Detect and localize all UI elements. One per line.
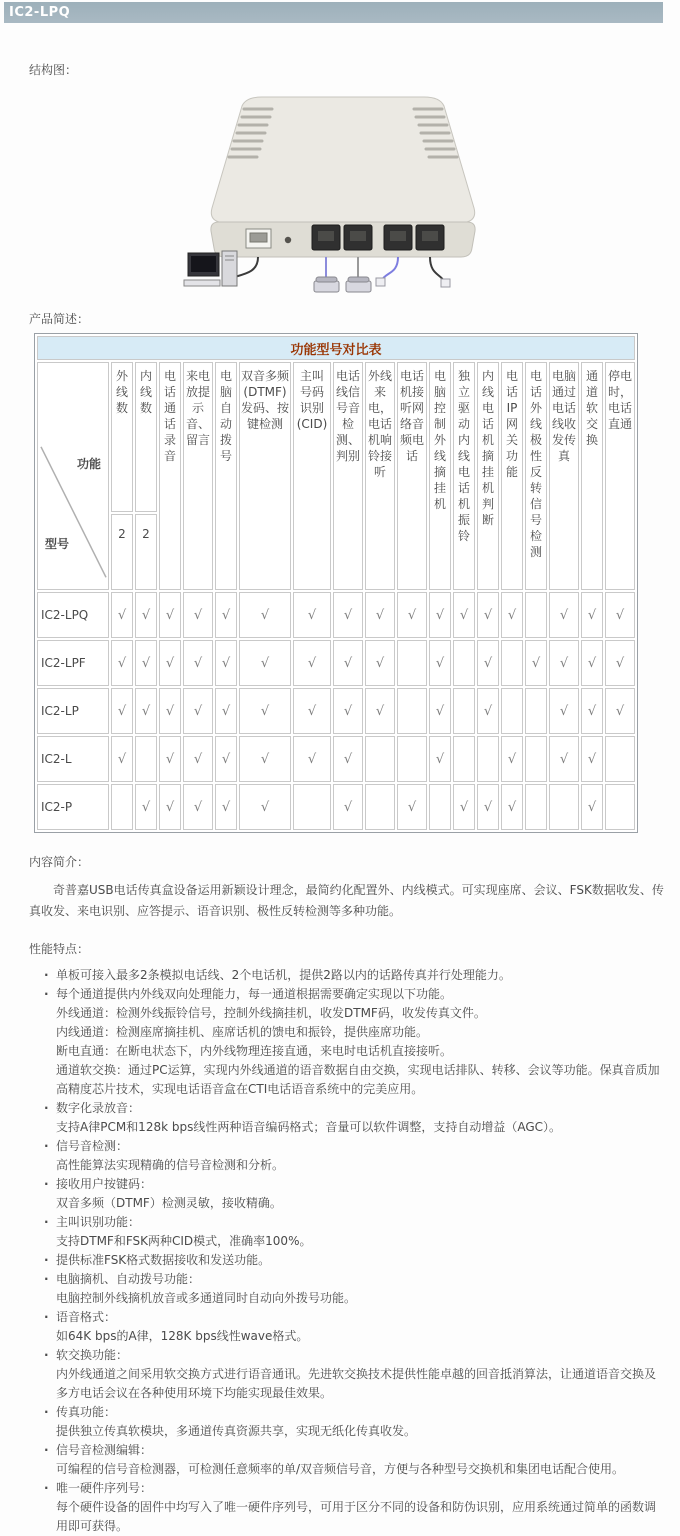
check-cell: √ — [333, 592, 363, 638]
check-cell: √ — [239, 592, 291, 638]
check-cell: √ — [159, 736, 181, 782]
column-header-2: 内线数 — [135, 362, 157, 512]
check-cell: √ — [183, 688, 213, 734]
corner-label-model: 型号 — [45, 537, 70, 551]
feature-item — [29, 1479, 666, 1536]
intro-section-label: 内容简介： — [29, 855, 90, 869]
telephone-icon-1 — [314, 277, 339, 292]
check-cell: √ — [581, 592, 603, 638]
feature-title: · 主叫识别功能： — [29, 1213, 666, 1232]
column-header-4: 来电放提示音、留言 — [183, 362, 213, 590]
check-cell: √ — [239, 784, 291, 830]
column-header-9: 外线来电，电话机响铃接听 — [365, 362, 395, 590]
column-header-8: 电话线信号音检测、判别 — [333, 362, 363, 590]
empty-cell — [453, 736, 475, 782]
empty-cell — [525, 592, 547, 638]
empty-cell — [477, 736, 499, 782]
check-cell: √ — [239, 640, 291, 686]
check-cell: √ — [333, 688, 363, 734]
check-cell: √ — [215, 592, 237, 638]
check-cell: √ — [477, 784, 499, 830]
check-cell: √ — [183, 592, 213, 638]
check-cell: √ — [159, 640, 181, 686]
check-cell: √ — [453, 592, 475, 638]
check-cell: √ — [135, 640, 157, 686]
empty-cell — [397, 688, 427, 734]
feature-detail: 断电直通：在断电状态下，内外线物理连接直通，来电时电话机直接接听。 — [56, 1044, 453, 1058]
feature-detail: 电脑控制外线摘机放音或多通道同时自动向外拨号功能。 — [56, 1291, 357, 1305]
table-title: 功能型号对比表 — [37, 336, 635, 360]
column-header-12: 独立驱动内线电话机振铃 — [453, 362, 475, 590]
table-corner-cell — [37, 362, 109, 590]
model-name-cell: IC2-LPF — [37, 640, 109, 686]
feature-title: · 数字化录放音： — [29, 1099, 666, 1118]
empty-cell — [453, 640, 475, 686]
check-cell: √ — [581, 736, 603, 782]
check-cell: √ — [429, 736, 451, 782]
check-cell: √ — [397, 592, 427, 638]
empty-cell — [525, 688, 547, 734]
check-cell: √ — [429, 640, 451, 686]
check-cell: √ — [549, 688, 579, 734]
check-cell: √ — [477, 640, 499, 686]
check-cell: √ — [365, 688, 395, 734]
feature-detail: 双音多频（DTMF）检测灵敏，接收精确。 — [56, 1196, 282, 1210]
empty-cell — [135, 736, 157, 782]
feature-detail: 可编程的信号音检测器，可检测任意频率的单/双音频信号音，方便与各种型号交换机和集团电话配合使用。 — [56, 1462, 625, 1476]
check-cell: √ — [333, 640, 363, 686]
empty-cell — [397, 736, 427, 782]
feature-title: · 电脑摘机、自动拨号功能： — [29, 1270, 666, 1289]
check-cell: √ — [605, 592, 635, 638]
table-header-row — [37, 362, 635, 512]
column-header-1: 外线数 — [111, 362, 133, 512]
check-cell: √ — [183, 640, 213, 686]
check-cell: √ — [581, 784, 603, 830]
column-header-6: 双音多频(DTMF)发码、按键检测 — [239, 362, 291, 590]
model-row — [37, 688, 635, 734]
feature-detail: 支持DTMF和FSK两种CID模式，准确率100%。 — [56, 1234, 312, 1248]
empty-cell — [501, 640, 523, 686]
features-section-label: 性能特点： — [29, 942, 90, 956]
column-header-7: 主叫号码识别(CID) — [293, 362, 331, 590]
check-cell: √ — [159, 592, 181, 638]
empty-cell — [429, 784, 451, 830]
check-cell: √ — [501, 592, 523, 638]
check-cell: √ — [215, 640, 237, 686]
feature-title: · 信号音检测编辑： — [29, 1441, 666, 1460]
feature-item — [29, 966, 666, 985]
reset-hole-icon — [285, 237, 291, 243]
feature-detail: 外线通道：检测外线振铃信号，控制外线摘挂机，收发DTMF码，收发传真文件。 — [56, 1006, 486, 1020]
check-cell: √ — [549, 640, 579, 686]
empty-cell — [605, 736, 635, 782]
empty-cell — [293, 784, 331, 830]
page-title: IC2-LPQ — [9, 5, 71, 20]
page-header — [4, 2, 663, 23]
check-cell: √ — [159, 784, 181, 830]
check-cell: √ — [135, 784, 157, 830]
structure-section-label: 结构图： — [29, 63, 78, 77]
feature-item — [29, 985, 666, 1099]
column-header-13: 内线电话机摘挂机判断 — [477, 362, 499, 590]
usb-port-icon — [246, 229, 271, 248]
feature-detail: 每个硬件设备的固件中均写入了唯一硬件序列号，可用于区分不同的设备和防伪识别，应用系统通过简单的函数调用即可获得。 — [56, 1500, 657, 1533]
check-cell: √ — [549, 736, 579, 782]
check-cell: √ — [429, 592, 451, 638]
check-cell: √ — [111, 640, 133, 686]
check-cell: √ — [477, 592, 499, 638]
check-cell: √ — [581, 688, 603, 734]
model-name-cell: IC2-LP — [37, 688, 109, 734]
column-value-1: 2 — [111, 514, 133, 590]
model-row — [37, 784, 635, 830]
column-header-17: 通道软交换 — [581, 362, 603, 590]
empty-cell — [453, 688, 475, 734]
model-name-cell: IC2-L — [37, 736, 109, 782]
empty-cell — [501, 688, 523, 734]
column-header-15: 电话外线极性反转信号检测 — [525, 362, 547, 590]
feature-item — [29, 1175, 666, 1213]
check-cell: √ — [111, 736, 133, 782]
table-title-row — [37, 336, 635, 360]
feature-item — [29, 1270, 666, 1308]
empty-cell — [111, 784, 133, 830]
check-cell: √ — [581, 640, 603, 686]
check-cell: √ — [293, 688, 331, 734]
feature-item — [29, 1308, 666, 1346]
line-plug-icon-1 — [376, 278, 385, 286]
feature-title: · 提供标准FSK格式数据接收和发送功能。 — [29, 1251, 666, 1270]
features-list — [29, 966, 666, 1536]
feature-detail: 提供独立传真软模块，多通道传真资源共享，实现无纸化传真收发。 — [56, 1424, 417, 1438]
check-cell: √ — [605, 688, 635, 734]
column-header-5: 电脑自动拨号 — [215, 362, 237, 590]
check-cell: √ — [549, 592, 579, 638]
corner-label-function: 功能 — [76, 457, 101, 471]
feature-item — [29, 1099, 666, 1137]
model-row — [37, 736, 635, 782]
check-cell: √ — [135, 688, 157, 734]
check-cell: √ — [333, 784, 363, 830]
column-value-2: 2 — [135, 514, 157, 590]
product-structure-image — [178, 90, 510, 296]
check-cell: √ — [239, 688, 291, 734]
check-cell: √ — [183, 736, 213, 782]
check-cell: √ — [429, 688, 451, 734]
check-cell: √ — [333, 736, 363, 782]
check-cell: √ — [215, 784, 237, 830]
check-cell: √ — [239, 736, 291, 782]
feature-title: · 接收用户按键码： — [29, 1175, 666, 1194]
empty-cell — [397, 640, 427, 686]
check-cell: √ — [501, 784, 523, 830]
check-cell: √ — [215, 736, 237, 782]
check-cell: √ — [397, 784, 427, 830]
feature-item — [29, 1403, 666, 1441]
feature-item — [29, 1137, 666, 1175]
intro-paragraph: 奇普嘉USB电话传真盒设备运用新颖设计理念，最简约化配置外、内线模式。可实现座席、会议、FSK数据收发、传真收发、来电识别、应答提示、语音识别、极性反转检测等多种功能。 — [29, 883, 664, 918]
feature-comparison-table — [34, 333, 638, 833]
check-cell: √ — [605, 640, 635, 686]
check-cell: √ — [365, 640, 395, 686]
line-plug-icon-2 — [441, 279, 450, 287]
check-cell: √ — [293, 640, 331, 686]
empty-cell — [549, 784, 579, 830]
product-structure-figure — [178, 90, 510, 296]
column-header-14: 电话IP网关功能 — [501, 362, 523, 590]
feature-item — [29, 1251, 666, 1270]
feature-detail: 高性能算法实现精确的信号音检测和分析。 — [56, 1158, 285, 1172]
feature-title: · 软交换功能： — [29, 1346, 666, 1365]
line-cable-1 — [382, 257, 398, 280]
check-cell: √ — [159, 688, 181, 734]
feature-detail: 如64K bps的A律，128K bps线性wave格式。 — [56, 1329, 309, 1343]
feature-detail: 通道软交换：通过PC运算，实现内外线通道的语音数据自由交换，实现电话排队、转移、会议等功能。保真音质加高精度芯片技术，实现电话语音盒在CTI电话语音系统中的完美应用。 — [56, 1063, 660, 1096]
feature-title: · 唯一硬件序列号： — [29, 1479, 666, 1498]
check-cell: √ — [111, 592, 133, 638]
model-name-cell: IC2-P — [37, 784, 109, 830]
column-header-18: 停电时，电话直通 — [605, 362, 635, 590]
feature-title: · 传真功能： — [29, 1403, 666, 1422]
column-header-11: 电脑控制外线摘挂机 — [429, 362, 451, 590]
feature-item — [29, 1441, 666, 1479]
empty-cell — [365, 784, 395, 830]
corner-diagonal-line — [38, 363, 108, 589]
empty-cell — [365, 736, 395, 782]
feature-item — [29, 1213, 666, 1251]
check-cell: √ — [453, 784, 475, 830]
check-cell: √ — [477, 688, 499, 734]
empty-cell — [525, 736, 547, 782]
check-cell: √ — [293, 592, 331, 638]
check-cell: √ — [525, 640, 547, 686]
feature-title: · 每个通道提供内外线双向处理能力，每一通道根据需要确定实现以下功能。 — [29, 985, 666, 1004]
telephone-icon-2 — [346, 277, 371, 292]
check-cell: √ — [111, 688, 133, 734]
model-name-cell: IC2-LPQ — [37, 592, 109, 638]
check-cell: √ — [293, 736, 331, 782]
check-cell: √ — [365, 592, 395, 638]
column-header-10: 电话机接听网络音频电话 — [397, 362, 427, 590]
line-cable-2 — [430, 257, 444, 281]
feature-title: · 单板可接入最多2条模拟电话线、2个电话机，提供2路以内的话路传真并行处理能力。 — [29, 966, 666, 985]
model-row — [37, 592, 635, 638]
column-header-3: 电话通话录音 — [159, 362, 181, 590]
check-cell: √ — [215, 688, 237, 734]
check-cell: √ — [501, 736, 523, 782]
feature-detail: 内外线通道之间采用软交换方式进行语音通讯。先进软交换技术提供性能卓越的回音抵消算法，让通道语音交换及多方电话会议在各种使用环境下均能实现最佳效果。 — [56, 1367, 657, 1400]
feature-title: · 信号音检测： — [29, 1137, 666, 1156]
feature-detail: 支持A律PCM和128k bps线性两种语音编码格式；音量可以软件调整，支持自动增益（AGC）。 — [56, 1120, 562, 1134]
feature-title: · 语音格式： — [29, 1308, 666, 1327]
column-header-16: 电脑通过电话线收发传真 — [549, 362, 579, 590]
computer-icon — [184, 251, 237, 286]
empty-cell — [525, 784, 547, 830]
empty-cell — [605, 784, 635, 830]
feature-detail: 内线通道：检测座席摘挂机、座席话机的馈电和振铃，提供座席功能。 — [56, 1025, 429, 1039]
model-row — [37, 640, 635, 686]
check-cell: √ — [183, 784, 213, 830]
brief-section-label: 产品简述： — [29, 312, 90, 326]
feature-item — [29, 1346, 666, 1403]
check-cell: √ — [135, 592, 157, 638]
